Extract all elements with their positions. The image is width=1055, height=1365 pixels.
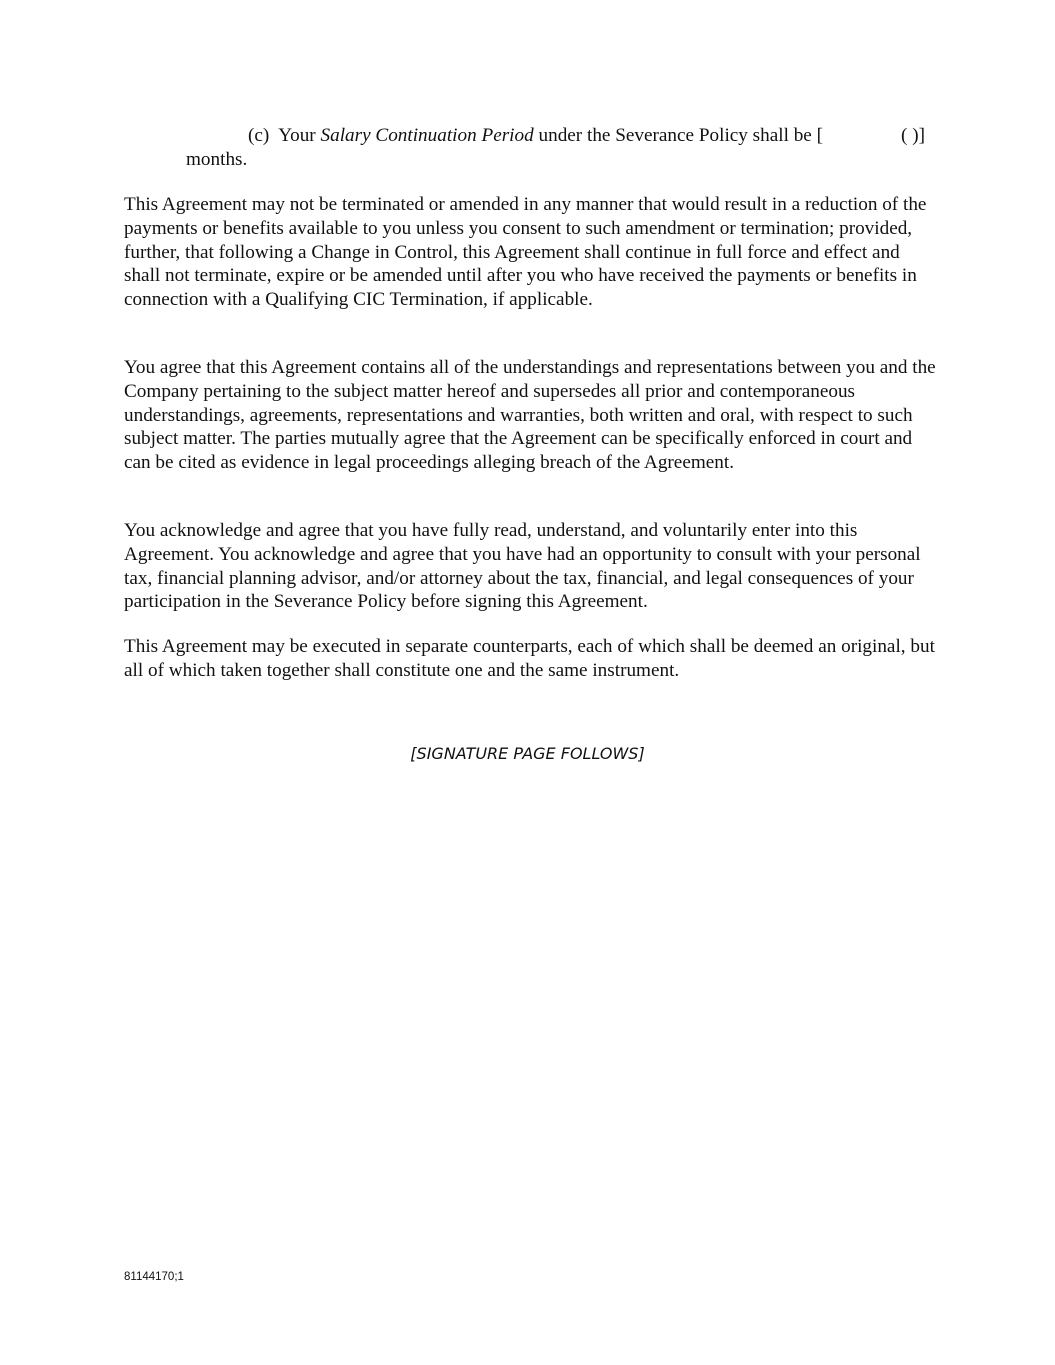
defined-term: Salary Continuation Period: [320, 125, 534, 146]
paragraph-entire-agreement: You agree that this Agreement contains all of the understandings and representations between you and the Company pertaining to the subject matter hereof and supersedes all prior and contemporaneous understandings, agreements, representations and warranties, both written and oral, with respect to such subject matter. The parties mutually agree that the Agreement can be specifically enforced in court and can be cited as evidence in legal proceedings alleging breach of the Agreement.: [124, 357, 936, 474]
clause-lead: Your: [278, 125, 316, 146]
paragraph-counterparts: This Agreement may be executed in separate counterparts, each of which shall be deemed an original, but all of which taken together shall constitute one and the same instrument.: [124, 636, 935, 681]
blank-placeholder: ( )]: [901, 125, 925, 146]
paragraph-acknowledgement: You acknowledge and agree that you have fully read, understand, and voluntarily enter into this Agreement. You acknowledge and agree that you have had an opportunity to consult with your personal tax, financial planning advisor, and/or attorney about the tax, financial, and legal consequences of your participation in the Severance Policy before signing this Agreement.: [124, 520, 921, 613]
document-id: 81144170;1: [124, 1271, 184, 1283]
clause-c-first-line: [186, 124, 931, 148]
clause-c-continuation: months.: [186, 149, 248, 170]
paragraph-amendment: This Agreement may not be terminated or amended in any manner that would result in a reduction of the payments or benefits available to you unless you consent to such amendment or termination; provided, further, that following a Change in Control, this Agreement shall continue in full force and effect and shall not terminate, expire or be amended until after you who have received the payments or benefits in connection with a Qualifying CIC Termination, if applicable.: [124, 194, 927, 311]
clause-marker: (c): [248, 125, 270, 146]
clause-text: under the Severance Policy shall be [: [538, 125, 824, 146]
signature-page-notice: [SIGNATURE PAGE FOLLOWS]: [410, 744, 645, 763]
clause-c: [186, 124, 931, 172]
